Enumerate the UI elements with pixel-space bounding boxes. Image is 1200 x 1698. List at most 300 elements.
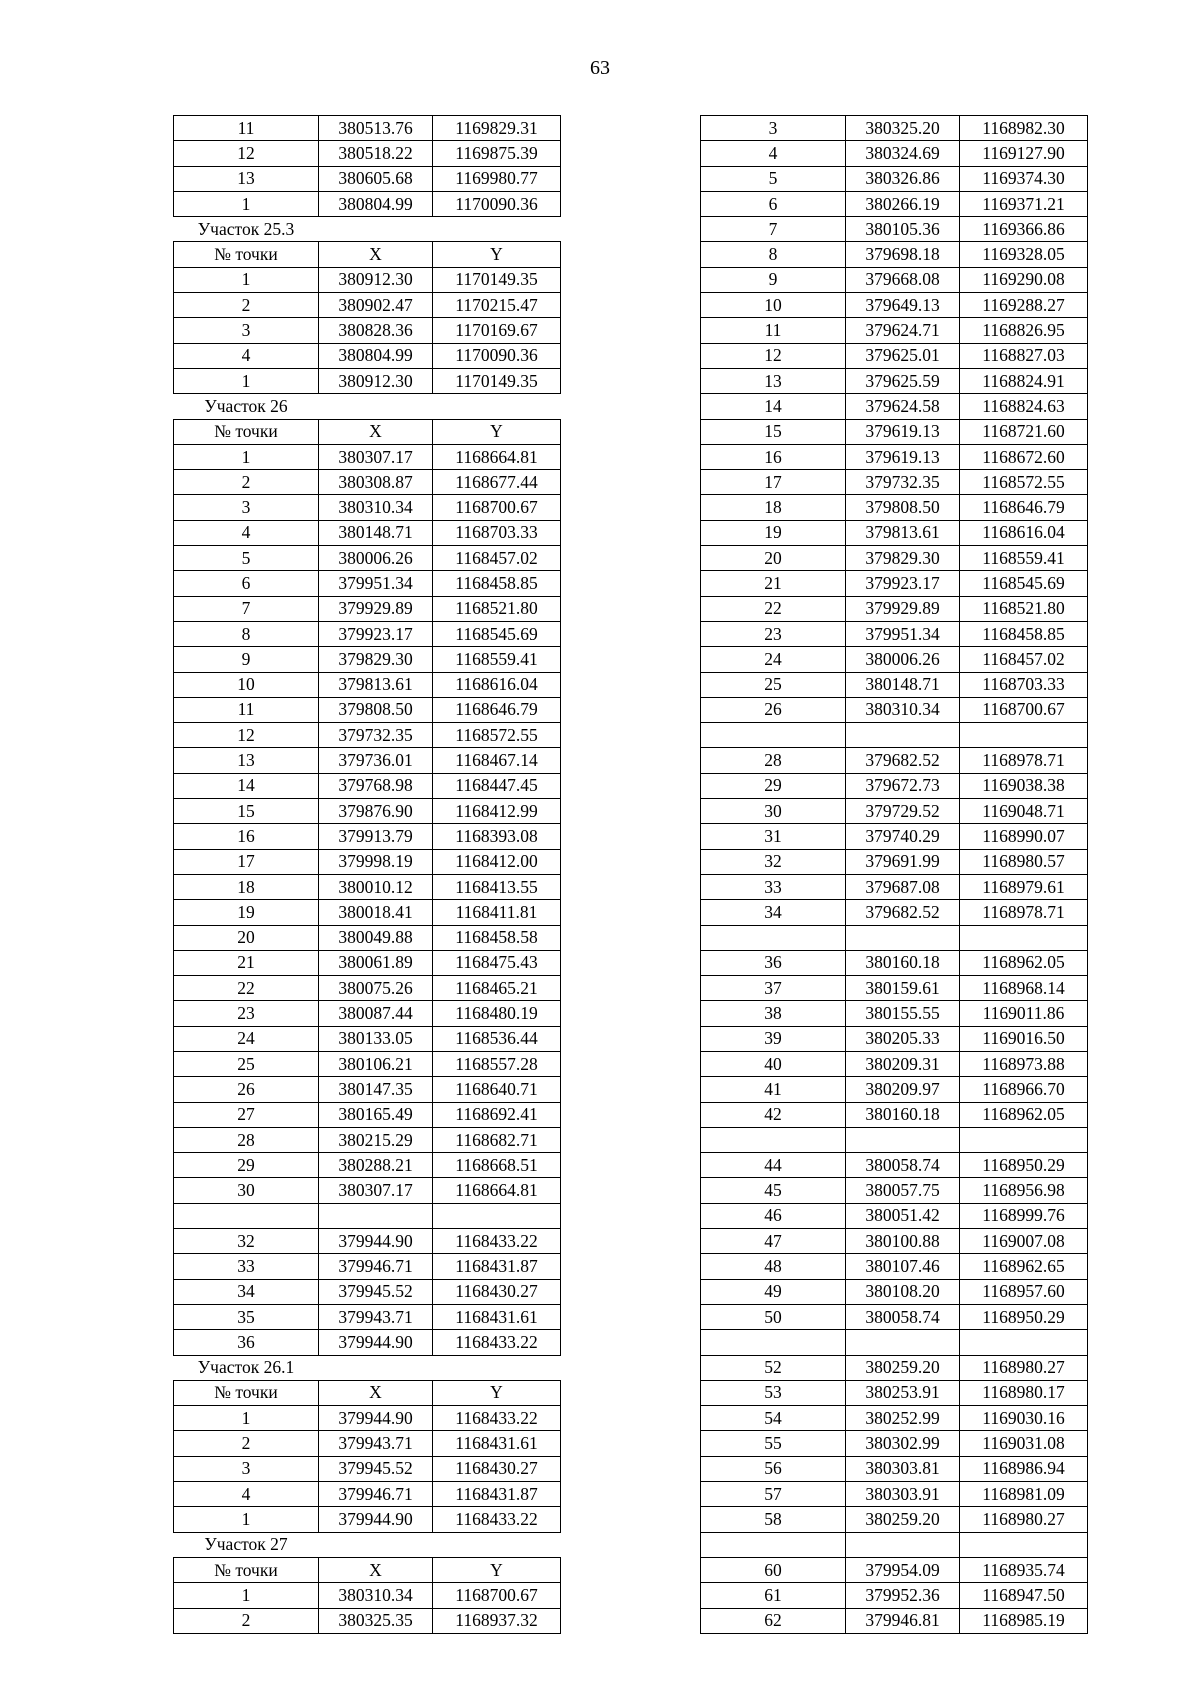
y-coordinate-cell: 1168999.76	[960, 1203, 1088, 1228]
section-title: Участок 26.1	[197, 1357, 295, 1378]
table-row	[701, 267, 1088, 292]
y-coordinate-cell: 1168982.30	[960, 116, 1088, 141]
y-coordinate-cell: 1168430.27	[433, 1279, 561, 1304]
x-coordinate-cell: 380147.35	[319, 1077, 433, 1102]
x-coordinate-cell: 379946.71	[319, 1254, 433, 1279]
y-coordinate-cell: 1169127.90	[960, 141, 1088, 166]
point-number-cell: 22	[174, 976, 319, 1001]
point-number-cell: 9	[174, 647, 319, 672]
x-coordinate-cell: 380018.41	[319, 900, 433, 925]
x-coordinate-cell: 380303.91	[846, 1482, 960, 1507]
x-coordinate-cell: 380010.12	[319, 874, 433, 899]
y-coordinate-cell: 1168433.22	[433, 1330, 561, 1355]
point-number-cell	[701, 1127, 846, 1152]
y-coordinate-cell: 1168980.57	[960, 849, 1088, 874]
point-number-cell: 53	[701, 1380, 846, 1405]
x-coordinate-cell: 380061.89	[319, 950, 433, 975]
point-number-cell: 25	[174, 1051, 319, 1076]
x-coordinate-cell: 380148.71	[846, 672, 960, 697]
x-coordinate-cell: 379945.52	[319, 1279, 433, 1304]
point-number-cell: 37	[701, 976, 846, 1001]
point-number-cell: 21	[701, 571, 846, 596]
table-row	[701, 1532, 1088, 1557]
table-row	[174, 116, 561, 141]
x-coordinate-cell: 379923.17	[846, 571, 960, 596]
table-row	[701, 1026, 1088, 1051]
x-coordinate-cell: 380804.99	[319, 343, 433, 368]
column-header-x: X	[319, 1380, 433, 1405]
point-number-cell: 35	[174, 1304, 319, 1329]
point-number-cell: 44	[701, 1153, 846, 1178]
point-number-cell: 1	[174, 1507, 319, 1532]
point-number-cell: 1	[174, 1406, 319, 1431]
y-coordinate-cell: 1168572.55	[433, 723, 561, 748]
y-coordinate-cell: 1168956.98	[960, 1178, 1088, 1203]
x-coordinate-cell: 379954.09	[846, 1557, 960, 1582]
x-coordinate-cell: 379952.36	[846, 1583, 960, 1608]
y-coordinate-cell: 1168935.74	[960, 1557, 1088, 1582]
x-coordinate-cell: 380160.18	[846, 950, 960, 975]
table-row	[174, 621, 561, 646]
table-row	[174, 1102, 561, 1127]
x-coordinate-cell: 379619.13	[846, 419, 960, 444]
column-header-y: Y	[433, 419, 561, 444]
point-number-cell: 19	[174, 900, 319, 925]
point-number-cell: 18	[174, 874, 319, 899]
table-row	[174, 318, 561, 343]
point-number-cell: 1	[174, 191, 319, 216]
table-row	[701, 394, 1088, 419]
y-coordinate-cell: 1168682.71	[433, 1127, 561, 1152]
x-coordinate-cell: 380302.99	[846, 1431, 960, 1456]
table-row	[174, 1051, 561, 1076]
point-number-cell: 7	[701, 217, 846, 242]
point-number-cell: 36	[174, 1330, 319, 1355]
y-coordinate-cell: 1168985.19	[960, 1608, 1088, 1633]
empty-cell	[319, 217, 433, 242]
point-number-cell: 15	[174, 799, 319, 824]
y-coordinate-cell: 1168559.41	[960, 546, 1088, 571]
table-row	[174, 1482, 561, 1507]
x-coordinate-cell: 379624.58	[846, 394, 960, 419]
x-coordinate-cell: 380165.49	[319, 1102, 433, 1127]
y-coordinate-cell: 1168827.03	[960, 343, 1088, 368]
table-row	[174, 950, 561, 975]
table-row	[174, 1456, 561, 1481]
y-coordinate-cell: 1168457.02	[433, 546, 561, 571]
point-number-cell: 2	[174, 293, 319, 318]
column-header-x: X	[319, 1557, 433, 1582]
y-coordinate-cell: 1170169.67	[433, 318, 561, 343]
x-coordinate-cell: 379946.81	[846, 1608, 960, 1633]
y-coordinate-cell: 1168412.99	[433, 799, 561, 824]
section-title: Участок 26	[204, 395, 288, 416]
table-row	[701, 166, 1088, 191]
table-row	[701, 849, 1088, 874]
table-row	[174, 520, 561, 545]
x-coordinate-cell: 379944.90	[319, 1507, 433, 1532]
coordinates-table-left-body	[174, 116, 561, 1634]
empty-cell	[433, 1355, 561, 1380]
y-coordinate-cell: 1168545.69	[433, 621, 561, 646]
table-row	[174, 1507, 561, 1532]
y-coordinate-cell: 1168978.71	[960, 900, 1088, 925]
x-coordinate-cell: 380107.46	[846, 1254, 960, 1279]
point-number-cell: 60	[701, 1557, 846, 1582]
table-row	[701, 1051, 1088, 1076]
y-coordinate-cell: 1169875.39	[433, 141, 561, 166]
table-row	[701, 470, 1088, 495]
point-number-cell: 54	[701, 1406, 846, 1431]
table-row	[174, 874, 561, 899]
header-row	[174, 419, 561, 444]
point-number-cell: 20	[174, 925, 319, 950]
point-number-cell: 61	[701, 1583, 846, 1608]
x-coordinate-cell: 380209.97	[846, 1077, 960, 1102]
x-coordinate-cell: 380310.34	[319, 495, 433, 520]
y-coordinate-cell: 1169016.50	[960, 1026, 1088, 1051]
x-coordinate-cell: 379625.59	[846, 368, 960, 393]
x-coordinate-cell: 379945.52	[319, 1456, 433, 1481]
table-row	[701, 1431, 1088, 1456]
y-coordinate-cell: 1168826.95	[960, 318, 1088, 343]
x-coordinate-cell: 380912.30	[319, 267, 433, 292]
y-coordinate-cell: 1170149.35	[433, 267, 561, 292]
table-row	[174, 470, 561, 495]
y-coordinate-cell: 1168957.60	[960, 1279, 1088, 1304]
y-coordinate-cell: 1168950.29	[960, 1304, 1088, 1329]
empty-cell	[319, 394, 433, 419]
x-coordinate-cell: 379813.61	[846, 520, 960, 545]
point-number-cell: 20	[701, 546, 846, 571]
y-coordinate-cell: 1170149.35	[433, 368, 561, 393]
table-row	[174, 976, 561, 1001]
point-number-cell: 28	[701, 748, 846, 773]
table-row	[174, 900, 561, 925]
table-row	[174, 1203, 561, 1228]
table-row	[174, 596, 561, 621]
x-coordinate-cell: 380259.20	[846, 1507, 960, 1532]
column-header-n: № точки	[174, 242, 319, 267]
table-row	[701, 1077, 1088, 1102]
point-number-cell: 16	[701, 444, 846, 469]
x-coordinate-cell: 379998.19	[319, 849, 433, 874]
point-number-cell: 3	[701, 116, 846, 141]
point-number-cell: 8	[174, 621, 319, 646]
y-coordinate-cell: 1169030.16	[960, 1406, 1088, 1431]
table-row	[174, 647, 561, 672]
y-coordinate-cell	[960, 1127, 1088, 1152]
y-coordinate-cell: 1168692.41	[433, 1102, 561, 1127]
x-coordinate-cell: 379729.52	[846, 799, 960, 824]
table-row	[701, 571, 1088, 596]
y-coordinate-cell: 1168431.61	[433, 1431, 561, 1456]
coordinates-table-right	[700, 115, 1088, 1634]
y-coordinate-cell: 1168962.65	[960, 1254, 1088, 1279]
y-coordinate-cell: 1169007.08	[960, 1229, 1088, 1254]
table-row	[174, 849, 561, 874]
table-row	[701, 116, 1088, 141]
y-coordinate-cell	[960, 925, 1088, 950]
y-coordinate-cell: 1168431.87	[433, 1254, 561, 1279]
x-coordinate-cell: 379740.29	[846, 824, 960, 849]
point-number-cell: 39	[701, 1026, 846, 1051]
table-row	[174, 1431, 561, 1456]
header-row	[174, 1557, 561, 1582]
point-number-cell: 4	[701, 141, 846, 166]
y-coordinate-cell: 1168986.94	[960, 1456, 1088, 1481]
empty-cell	[433, 394, 561, 419]
table-row	[701, 925, 1088, 950]
x-coordinate-cell: 380159.61	[846, 976, 960, 1001]
table-row	[701, 368, 1088, 393]
column-header-n: № точки	[174, 1557, 319, 1582]
x-coordinate-cell: 379808.50	[319, 697, 433, 722]
table-row	[701, 773, 1088, 798]
table-row	[701, 874, 1088, 899]
column-header-y: Y	[433, 1557, 561, 1582]
point-number-cell: 30	[701, 799, 846, 824]
table-row	[174, 1077, 561, 1102]
point-number-cell: 1	[174, 1583, 319, 1608]
x-coordinate-cell: 380307.17	[319, 444, 433, 469]
table-row	[174, 1001, 561, 1026]
table-row	[701, 293, 1088, 318]
y-coordinate-cell: 1168981.09	[960, 1482, 1088, 1507]
table-row	[701, 1153, 1088, 1178]
x-coordinate-cell: 379625.01	[846, 343, 960, 368]
y-coordinate-cell	[960, 1330, 1088, 1355]
x-coordinate-cell: 380828.36	[319, 318, 433, 343]
x-coordinate-cell: 380049.88	[319, 925, 433, 950]
point-number-cell: 14	[701, 394, 846, 419]
table-row	[701, 242, 1088, 267]
x-coordinate-cell: 380209.31	[846, 1051, 960, 1076]
x-coordinate-cell: 380075.26	[319, 976, 433, 1001]
x-coordinate-cell: 379698.18	[846, 242, 960, 267]
point-number-cell: 17	[701, 470, 846, 495]
x-coordinate-cell: 379649.13	[846, 293, 960, 318]
point-number-cell: 58	[701, 1507, 846, 1532]
y-coordinate-cell: 1168668.51	[433, 1153, 561, 1178]
x-coordinate-cell: 379619.13	[846, 444, 960, 469]
point-number-cell	[174, 1203, 319, 1228]
y-coordinate-cell: 1168536.44	[433, 1026, 561, 1051]
table-row	[701, 1304, 1088, 1329]
point-number-cell: 23	[701, 621, 846, 646]
header-row	[174, 242, 561, 267]
table-row	[174, 1153, 561, 1178]
x-coordinate-cell: 380205.33	[846, 1026, 960, 1051]
table-row	[701, 596, 1088, 621]
table-row	[701, 546, 1088, 571]
point-number-cell: 38	[701, 1001, 846, 1026]
table-row	[701, 1482, 1088, 1507]
y-coordinate-cell: 1168559.41	[433, 647, 561, 672]
point-number-cell: 24	[174, 1026, 319, 1051]
table-row	[701, 1001, 1088, 1026]
table-row	[701, 1203, 1088, 1228]
table-row	[174, 1254, 561, 1279]
x-coordinate-cell: 379944.90	[319, 1229, 433, 1254]
empty-cell	[433, 1532, 561, 1557]
y-coordinate-cell: 1169374.30	[960, 166, 1088, 191]
column-header-y: Y	[433, 1380, 561, 1405]
table-row	[701, 976, 1088, 1001]
y-coordinate-cell: 1168700.67	[960, 697, 1088, 722]
y-coordinate-cell: 1168990.07	[960, 824, 1088, 849]
x-coordinate-cell: 380308.87	[319, 470, 433, 495]
x-coordinate-cell: 379929.89	[319, 596, 433, 621]
y-coordinate-cell: 1168557.28	[433, 1051, 561, 1076]
y-coordinate-cell: 1168672.60	[960, 444, 1088, 469]
table-row	[174, 495, 561, 520]
x-coordinate-cell: 379951.34	[846, 621, 960, 646]
table-row	[174, 799, 561, 824]
y-coordinate-cell: 1168973.88	[960, 1051, 1088, 1076]
table-row	[174, 1127, 561, 1152]
y-coordinate-cell: 1169371.21	[960, 191, 1088, 216]
table-row	[701, 799, 1088, 824]
y-coordinate-cell: 1168721.60	[960, 419, 1088, 444]
x-coordinate-cell: 380326.86	[846, 166, 960, 191]
y-coordinate-cell: 1168962.05	[960, 1102, 1088, 1127]
x-coordinate-cell: 380058.74	[846, 1304, 960, 1329]
x-coordinate-cell: 379736.01	[319, 748, 433, 773]
table-row	[701, 1456, 1088, 1481]
y-coordinate-cell: 1169031.08	[960, 1431, 1088, 1456]
point-number-cell: 26	[701, 697, 846, 722]
y-coordinate-cell: 1170090.36	[433, 343, 561, 368]
column-header-n: № точки	[174, 419, 319, 444]
x-coordinate-cell: 379682.52	[846, 900, 960, 925]
header-row	[174, 1380, 561, 1405]
point-number-cell: 32	[701, 849, 846, 874]
column-header-n: № точки	[174, 1380, 319, 1405]
x-coordinate-cell: 379732.35	[846, 470, 960, 495]
table-row	[701, 1557, 1088, 1582]
point-number-cell: 32	[174, 1229, 319, 1254]
table-row	[701, 824, 1088, 849]
y-coordinate-cell: 1168458.85	[960, 621, 1088, 646]
y-coordinate-cell: 1168458.85	[433, 571, 561, 596]
y-coordinate-cell: 1168457.02	[960, 647, 1088, 672]
table-row	[174, 546, 561, 571]
x-coordinate-cell: 379668.08	[846, 267, 960, 292]
x-coordinate-cell: 380513.76	[319, 116, 433, 141]
point-number-cell: 6	[174, 571, 319, 596]
table-row	[174, 748, 561, 773]
point-number-cell: 10	[174, 672, 319, 697]
table-row	[701, 520, 1088, 545]
point-number-cell: 13	[174, 166, 319, 191]
table-row	[701, 748, 1088, 773]
empty-cell	[319, 1355, 433, 1380]
point-number-cell	[701, 1532, 846, 1557]
table-row	[701, 444, 1088, 469]
point-number-cell: 50	[701, 1304, 846, 1329]
x-coordinate-cell	[846, 1532, 960, 1557]
y-coordinate-cell: 1168980.17	[960, 1380, 1088, 1405]
point-number-cell: 29	[701, 773, 846, 798]
x-coordinate-cell: 380100.88	[846, 1229, 960, 1254]
y-coordinate-cell: 1168433.22	[433, 1507, 561, 1532]
point-number-cell	[701, 1330, 846, 1355]
table-row	[701, 697, 1088, 722]
point-number-cell: 11	[174, 116, 319, 141]
point-number-cell: 46	[701, 1203, 846, 1228]
y-coordinate-cell: 1168947.50	[960, 1583, 1088, 1608]
x-coordinate-cell	[319, 1203, 433, 1228]
x-coordinate-cell	[846, 723, 960, 748]
point-number-cell: 2	[174, 1608, 319, 1633]
x-coordinate-cell: 380006.26	[846, 647, 960, 672]
point-number-cell: 2	[174, 470, 319, 495]
point-number-cell: 30	[174, 1178, 319, 1203]
x-coordinate-cell: 379876.90	[319, 799, 433, 824]
point-number-cell: 41	[701, 1077, 846, 1102]
y-coordinate-cell: 1168458.58	[433, 925, 561, 950]
x-coordinate-cell: 379732.35	[319, 723, 433, 748]
x-coordinate-cell: 380266.19	[846, 191, 960, 216]
y-coordinate-cell: 1168980.27	[960, 1507, 1088, 1532]
point-number-cell	[701, 723, 846, 748]
table-row	[174, 293, 561, 318]
x-coordinate-cell: 380051.42	[846, 1203, 960, 1228]
table-row	[174, 1406, 561, 1431]
point-number-cell: 28	[174, 1127, 319, 1152]
point-number-cell: 11	[701, 318, 846, 343]
y-coordinate-cell: 1168937.32	[433, 1608, 561, 1633]
table-row	[701, 950, 1088, 975]
y-coordinate-cell: 1168475.43	[433, 950, 561, 975]
table-row	[174, 1279, 561, 1304]
y-coordinate-cell: 1168664.81	[433, 444, 561, 469]
table-row	[174, 571, 561, 596]
column-header-y: Y	[433, 242, 561, 267]
table-row	[701, 1608, 1088, 1633]
table-row	[701, 1178, 1088, 1203]
y-coordinate-cell: 1168447.45	[433, 773, 561, 798]
y-coordinate-cell: 1168824.63	[960, 394, 1088, 419]
x-coordinate-cell: 380324.69	[846, 141, 960, 166]
table-row	[174, 672, 561, 697]
table-row	[701, 1229, 1088, 1254]
table-row	[701, 1380, 1088, 1405]
table-row	[701, 900, 1088, 925]
point-number-cell: 31	[701, 824, 846, 849]
x-coordinate-cell: 379913.79	[319, 824, 433, 849]
x-coordinate-cell: 379691.99	[846, 849, 960, 874]
point-number-cell: 56	[701, 1456, 846, 1481]
table-row	[174, 191, 561, 216]
x-coordinate-cell: 380912.30	[319, 368, 433, 393]
y-coordinate-cell: 1168572.55	[960, 470, 1088, 495]
table-row	[701, 1330, 1088, 1355]
point-number-cell: 21	[174, 950, 319, 975]
point-number-cell: 1	[174, 368, 319, 393]
table-row	[174, 267, 561, 292]
table-row	[174, 1330, 561, 1355]
point-number-cell: 4	[174, 343, 319, 368]
x-coordinate-cell: 379944.90	[319, 1330, 433, 1355]
y-coordinate-cell: 1168950.29	[960, 1153, 1088, 1178]
point-number-cell: 4	[174, 520, 319, 545]
x-coordinate-cell: 380288.21	[319, 1153, 433, 1178]
y-coordinate-cell: 1168824.91	[960, 368, 1088, 393]
y-coordinate-cell	[960, 723, 1088, 748]
x-coordinate-cell: 379951.34	[319, 571, 433, 596]
